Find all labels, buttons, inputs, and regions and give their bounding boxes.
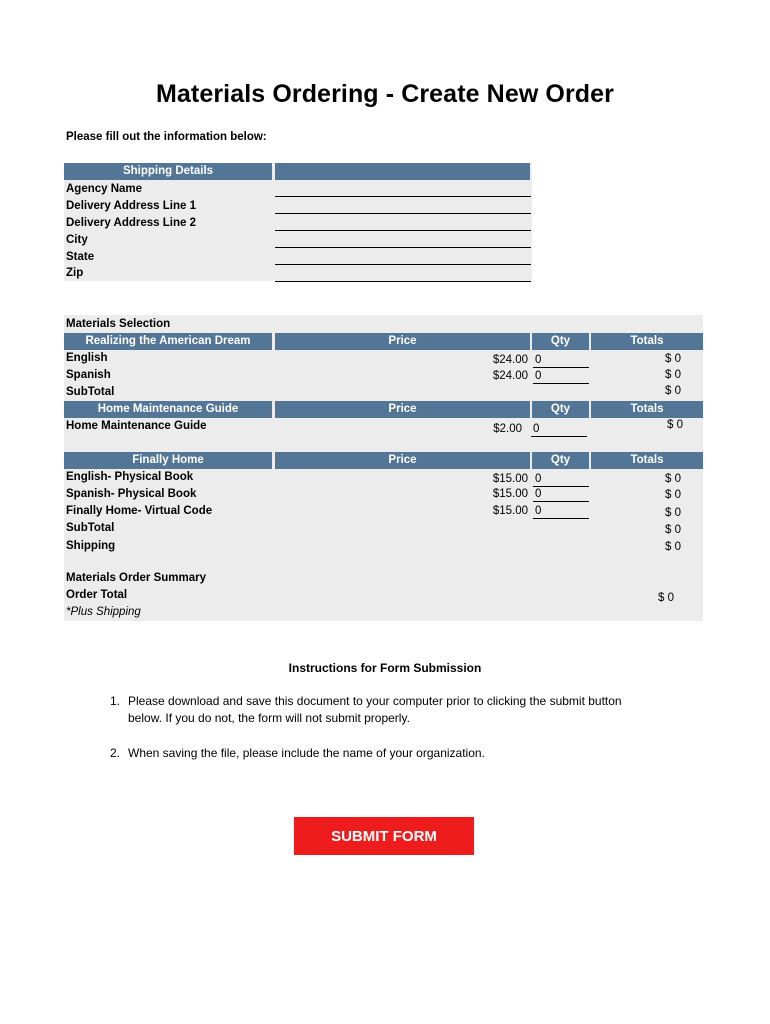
home-maintenance-total: $ 0 — [667, 419, 683, 431]
spanish-price: $24.00 — [492, 370, 528, 382]
instructions-title: Instructions for Form Submission — [288, 661, 482, 675]
state-field[interactable] — [275, 264, 531, 265]
plus-shipping-note: *Plus Shipping — [66, 606, 141, 618]
spanish-physical-qty-field[interactable]: 0 — [533, 487, 589, 502]
subtotal-value: $ 0 — [665, 524, 681, 536]
spanish-qty-field[interactable]: 0 — [533, 369, 589, 384]
agency-name-label: Agency Name — [66, 183, 143, 195]
price-header: Price — [275, 333, 530, 350]
totals-header: Totals — [591, 333, 703, 350]
address-line2-label: Delivery Address Line 2 — [66, 217, 196, 229]
address-line1-label: Delivery Address Line 1 — [66, 200, 196, 212]
order-total-label: Order Total — [66, 589, 128, 601]
spanish-physical-price: $15.00 — [492, 488, 528, 500]
group-header-home-maintenance: Home Maintenance Guide — [64, 401, 272, 418]
english-physical-label: English- Physical Book — [66, 471, 194, 483]
submit-form-button[interactable]: SUBMIT FORM — [294, 817, 474, 855]
spanish-physical-label: Spanish- Physical Book — [66, 488, 197, 500]
instruction-text: Please download and save this document to your computer prior to clicking the submit button — [128, 694, 622, 708]
group-header-finally-home: Finally Home — [64, 452, 272, 469]
subtotal-label: SubTotal — [66, 522, 115, 534]
totals-header: Totals — [591, 452, 703, 469]
instruction-number: 2. — [110, 746, 121, 760]
qty-header: Qty — [532, 401, 589, 418]
spanish-label: Spanish — [66, 369, 111, 381]
english-qty-field[interactable]: 0 — [533, 353, 589, 368]
totals-header: Totals — [591, 401, 703, 418]
english-physical-price: $15.00 — [492, 473, 528, 485]
english-physical-total: $ 0 — [665, 473, 681, 485]
shipping-value: $ 0 — [665, 541, 681, 553]
shipping-header: Shipping Details — [64, 163, 272, 180]
english-price: $24.00 — [492, 354, 528, 366]
english-total: $ 0 — [665, 353, 681, 365]
qty-header: Qty — [532, 452, 589, 469]
spanish-physical-total: $ 0 — [665, 489, 681, 501]
address-line2-field[interactable] — [275, 230, 531, 231]
shipping-header-value — [275, 163, 530, 180]
home-maintenance-price: $2.00 — [493, 423, 522, 435]
address-line1-field[interactable] — [275, 213, 531, 214]
city-label: City — [66, 234, 88, 246]
instruction-number: 1. — [110, 694, 121, 708]
spanish-total: $ 0 — [665, 369, 681, 381]
english-physical-qty-field[interactable]: 0 — [533, 472, 589, 487]
city-field[interactable] — [275, 247, 531, 248]
intro-text: Please fill out the information below: — [66, 131, 267, 143]
home-maintenance-label: Home Maintenance Guide — [66, 420, 207, 432]
virtual-code-qty-field[interactable]: 0 — [533, 504, 589, 519]
virtual-code-price: $15.00 — [492, 505, 528, 517]
virtual-code-label: Finally Home- Virtual Code — [66, 505, 213, 517]
zip-label: Zip — [66, 267, 84, 279]
summary-label: Materials Order Summary — [66, 572, 206, 584]
zip-field[interactable] — [275, 281, 531, 282]
virtual-code-total: $ 0 — [665, 507, 681, 519]
state-label: State — [66, 251, 95, 263]
page-title: Materials Ordering - Create New Order — [155, 80, 614, 108]
instruction-text-cont: below. If you do not, the form will not submit properly. — [128, 711, 410, 725]
subtotal-label: SubTotal — [66, 386, 115, 398]
price-header: Price — [275, 401, 530, 418]
materials-section-label: Materials Selection — [66, 318, 171, 330]
instruction-text: When saving the file, please include the name of your organization. — [128, 746, 485, 760]
shipping-label: Shipping — [66, 540, 116, 552]
home-maintenance-qty-field[interactable]: 0 — [531, 422, 587, 437]
qty-header: Qty — [532, 333, 589, 350]
price-header: Price — [275, 452, 530, 469]
subtotal-value: $ 0 — [665, 385, 681, 397]
group-header-american-dream: Realizing the American Dream — [64, 333, 272, 350]
english-label: English — [66, 352, 108, 364]
order-total-value: $ 0 — [658, 592, 674, 604]
agency-name-field[interactable] — [275, 196, 531, 197]
